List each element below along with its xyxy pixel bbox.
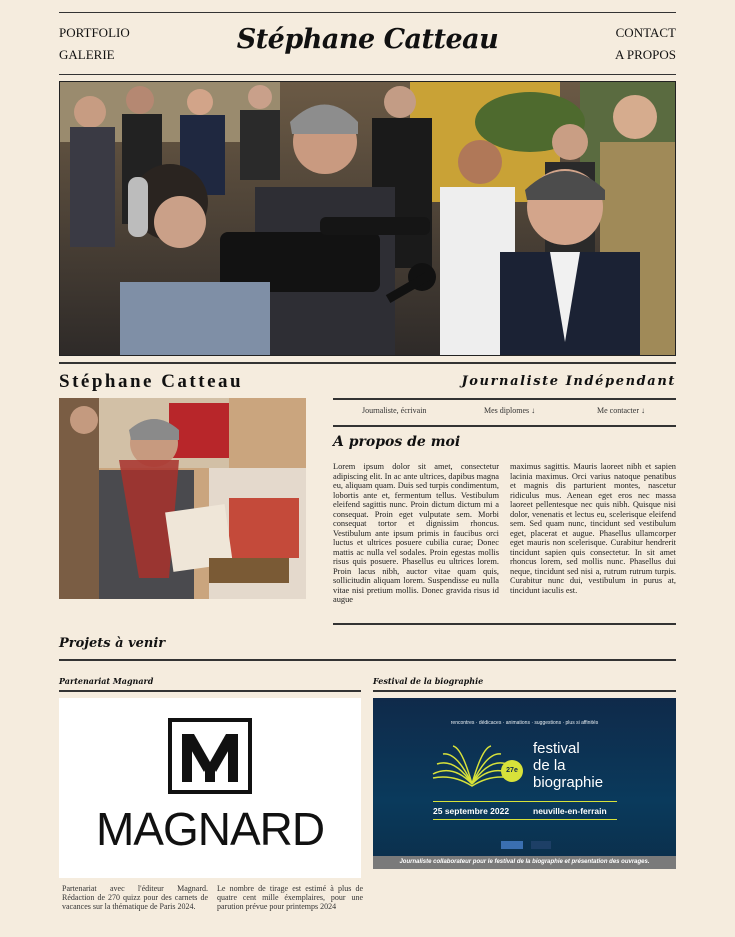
festival-poster-card[interactable] — [373, 698, 676, 869]
festival-title-3: biographie — [533, 774, 604, 791]
festival-caption: Journaliste collaborateur pour le festival de la biographie et présentation des ouvrages. — [373, 856, 676, 869]
intro-top-rule — [59, 362, 676, 364]
open-book-icon — [431, 744, 513, 788]
magnard-rule — [59, 690, 361, 692]
projects-heading: Projets à venir — [59, 636, 166, 651]
nav-portfolio[interactable]: PORTFOLIO — [59, 25, 130, 40]
nav-a-propos[interactable]: A PROPOS — [614, 47, 676, 62]
subnav-bottom-rule — [333, 425, 676, 427]
about-bottom-rule — [333, 623, 676, 625]
site-title[interactable]: Stéphane Catteau — [236, 24, 499, 55]
about-column-1: Lorem ipsum dolor sit amet, consectetur adipiscing elit. In ac ante ultrices, dapibus magna eu, aliquam quam. Duis sed turpis condimentum, lobortis ante et, fermentum tellus. Vestibulum eleifend sagittis nunc. Proin dictum dictum mi a consequat. Proin eget vulputate sem. Morbi consequat tortor et dignissim rhoncus. Vestibulum ante ipsum primis in faucibus orci luctus et ultrices posuere cubilia curae; Donec mattis ac nulla vel sodales. Proin egestas mollis risus quis posuere. Phasellus eu ultrices lorem. Proin lacus nibh, auctor vitae quam quis, sollicitudin aliquam lorem. Suspendisse eu nulla vitae nisi pretium mollis. Donec gravida risus id augue — [333, 462, 499, 604]
subnav-top-rule — [333, 398, 676, 400]
festival-edition: 27e — [501, 760, 523, 782]
festival-title-1: festival — [533, 740, 580, 757]
author-photo — [59, 398, 306, 599]
festival-divider-2 — [433, 819, 617, 820]
magnard-logo-text: MAGNARD — [95, 803, 325, 855]
tagline: Journaliste Indépendant — [461, 374, 676, 389]
hero-photo — [59, 81, 676, 356]
about-heading: A propos de moi — [333, 434, 461, 450]
header-top-rule — [59, 12, 676, 13]
festival-rule — [373, 690, 676, 692]
subnav-diplomes[interactable]: Mes diplomes ↓ — [484, 406, 536, 415]
magnard-logo-icon — [168, 718, 252, 794]
magnard-heading: Partenariat Magnard — [59, 676, 154, 686]
festival-heading: Festival de la biographie — [373, 676, 484, 686]
magnard-text-2: Le nombre de tirage est estimé à plus de quatre cent mille éxemplaires, pour une parution prévue pour printemps 2024 — [217, 884, 363, 911]
nav-galerie[interactable]: GALERIE — [59, 47, 115, 62]
festival-title-2: de la — [533, 757, 566, 774]
author-name: Stéphane Catteau — [59, 371, 244, 392]
nav-contact[interactable]: CONTACT — [615, 25, 676, 40]
about-column-2: maximus sagittis. Mauris laoreet nibh et sapien lacinia maximus. Orci varius natoque penatibus et magnis dis parturient montes, nascetur ridiculus mus. Aenean eget eros nec massa laoreet pellentesque nec quis nibh. Quisque nisi dolor, venenatis et lectus eu, scelerisque eleifend sem. Sed quam nunc, tincidunt sed vestibulum eget, placerat et augue. Phasellus ullamcorper eget mauris non scelerisque. Curabitur hendrerit tincidunt sapien quis consectetur. In sit amet rhoncus lorem, sed mollis nunc. Phasellus dui neque, tincidunt sed nisi a, rutrum rutrum turpis. Curabitur nunc dui, vestibulum in purus at, tincidunt iaculis est. — [510, 462, 676, 595]
magnard-logo-card[interactable] — [59, 698, 361, 878]
festival-date: 25 septembre 2022 — [433, 806, 510, 816]
header-bottom-rule — [59, 74, 676, 75]
subnav-contact[interactable]: Me contacter ↓ — [597, 406, 645, 415]
festival-place: neuville-en-ferrain — [533, 806, 607, 816]
festival-divider — [433, 801, 617, 802]
magnard-text-1: Partenariat avec l'éditeur Magnard. Rédaction de 270 quizz pour des carnets de vacances sur la thématique de Paris 2024. — [62, 884, 208, 911]
festival-topline: rencontres · dédicaces · animations · suggestions · plus si affinités — [450, 720, 599, 726]
projects-rule — [59, 659, 676, 661]
subnav-journaliste[interactable]: Journaliste, écrivain — [362, 406, 427, 415]
sponsor-logos — [501, 836, 551, 844]
